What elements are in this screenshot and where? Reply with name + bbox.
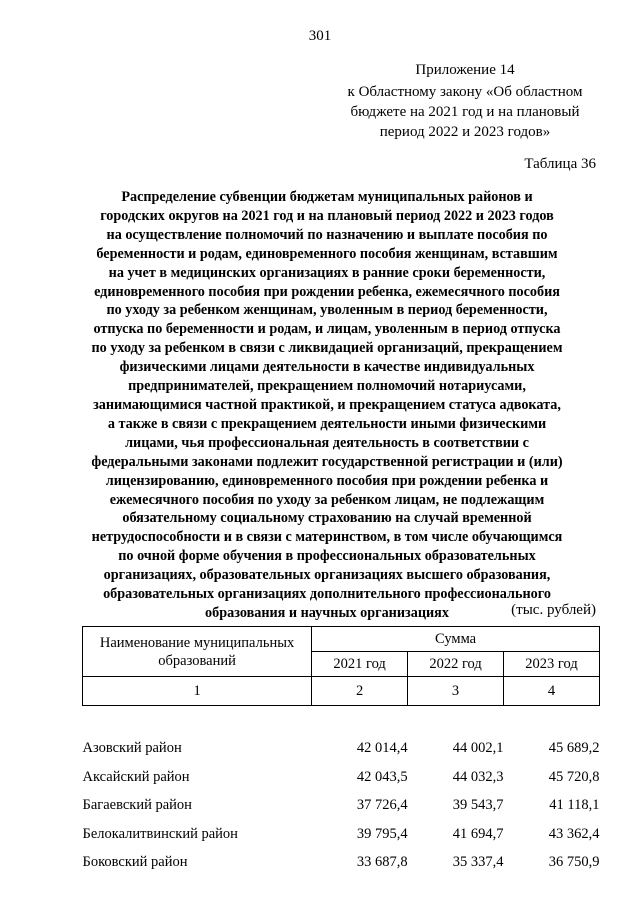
title-line: организациях, образовательных организациях высшего образования, — [103, 567, 551, 584]
subvention-table — [82, 626, 600, 877]
title-line: занимающимися частной практикой, и прекращением статуса адвоката, — [93, 396, 561, 413]
table-label: Таблица 36 — [524, 156, 596, 172]
title-line: отпуска по беременности и родам, и лицам, уволенным в период отпуска — [93, 321, 561, 338]
column-number: 4 — [504, 677, 600, 706]
units-label: (тыс. рублей) — [511, 602, 596, 618]
title-line: по уходу за ребенком женщинам, уволенным в период беременности, — [106, 302, 548, 319]
value-2021: 33 687,8 — [356, 854, 408, 871]
column-number: 3 — [408, 677, 504, 706]
title-line: лицами, чья профессиональная деятельность в соответствии с — [125, 434, 529, 451]
value-2023: 36 750,9 — [548, 854, 600, 871]
title-line: обязательному социальному страхованию на случай временной — [122, 510, 532, 527]
header-year-2021: 2021 год — [312, 652, 408, 677]
district-name: Белокалитвинский район — [82, 825, 238, 842]
title-line: на учет в медицинских организациях в ранние сроки беременности, — [108, 264, 546, 281]
district-name: Азовский район — [82, 740, 182, 757]
value-2022: 41 694,7 — [452, 825, 504, 842]
header-year-2022: 2022 год — [408, 652, 504, 677]
title-line: единовременного пособия при рождении ребенка, ежемесячного пособия — [94, 283, 560, 300]
value-2022: 39 543,7 — [452, 797, 504, 814]
column-number: 2 — [312, 677, 408, 706]
district-name: Аксайский район — [82, 768, 190, 785]
title-line: Распределение субвенции бюджетам муниципальных районов и — [121, 189, 533, 205]
title-line: нетрудоспособности и в связи с материнством, в том числе обучающимся — [91, 529, 563, 546]
column-number: 1 — [83, 677, 312, 706]
district-name: Багаевский район — [82, 797, 192, 814]
table-row — [83, 763, 600, 792]
title-line: образования и научных организациях — [205, 604, 449, 621]
appendix-line: к Областному закону «Об областном — [347, 84, 583, 100]
title-line: городских округов на 2021 год и на плановый период 2022 и 2023 годов — [100, 207, 554, 224]
title-line: беременности и родам, единовременного пособия женщинам, вставшим — [96, 245, 558, 262]
title-line: предпринимателей, прекращением полномочий нотариусами, — [128, 378, 526, 395]
value-2021: 42 043,5 — [356, 768, 408, 785]
value-2023: 45 720,8 — [548, 768, 600, 785]
title-line: на осуществление полномочий по назначению и выплате пособия по — [106, 226, 548, 243]
value-2021: 37 726,4 — [356, 797, 408, 814]
title-line: физическими лицами деятельности в качестве индивидуальных — [119, 359, 535, 376]
value-2023: 45 689,2 — [548, 740, 600, 757]
document-title — [82, 188, 572, 623]
title-line: по очной форме обучения в профессиональных образовательных — [118, 548, 536, 565]
title-line: лицензированию, единовременного пособия при рождении ребенка и — [105, 472, 549, 489]
table-row — [83, 849, 600, 878]
value-2021: 39 795,4 — [356, 825, 408, 842]
appendix-block — [330, 60, 600, 142]
value-2022: 44 002,1 — [452, 740, 504, 757]
header-year-2023: 2023 год — [504, 652, 600, 677]
title-line: по уходу за ребенком в связи с ликвидацией организаций, прекращением — [91, 340, 563, 357]
value-2021: 42 014,4 — [356, 740, 408, 757]
page-number: 301 — [308, 28, 332, 44]
header-sum: Сумма — [312, 627, 600, 652]
value-2022: 35 337,4 — [452, 854, 504, 871]
value-2023: 41 118,1 — [549, 797, 600, 814]
title-line: а также в связи с прекращением деятельности иными физическими — [107, 415, 547, 432]
title-line: образовательных организациях дополнительного профессионального — [103, 586, 551, 603]
title-line: ежемесячного пособия по уходу за ребенком лицам, не подлежащим — [109, 491, 545, 508]
district-name: Боковский район — [82, 854, 188, 871]
appendix-line: период 2022 и 2023 годов» — [379, 124, 551, 140]
header-name: Наименование муниципальных образований — [83, 627, 312, 677]
value-2022: 44 032,3 — [452, 768, 504, 785]
title-line: федеральными законами подлежит государственной регистрации и (или) — [91, 453, 563, 470]
table-row — [83, 820, 600, 849]
value-2023: 43 362,4 — [548, 825, 600, 842]
table-row — [83, 735, 600, 764]
table-row — [83, 792, 600, 821]
appendix-title: Приложение 14 — [415, 62, 515, 78]
appendix-line: бюджете на 2021 год и на плановый — [350, 104, 580, 120]
